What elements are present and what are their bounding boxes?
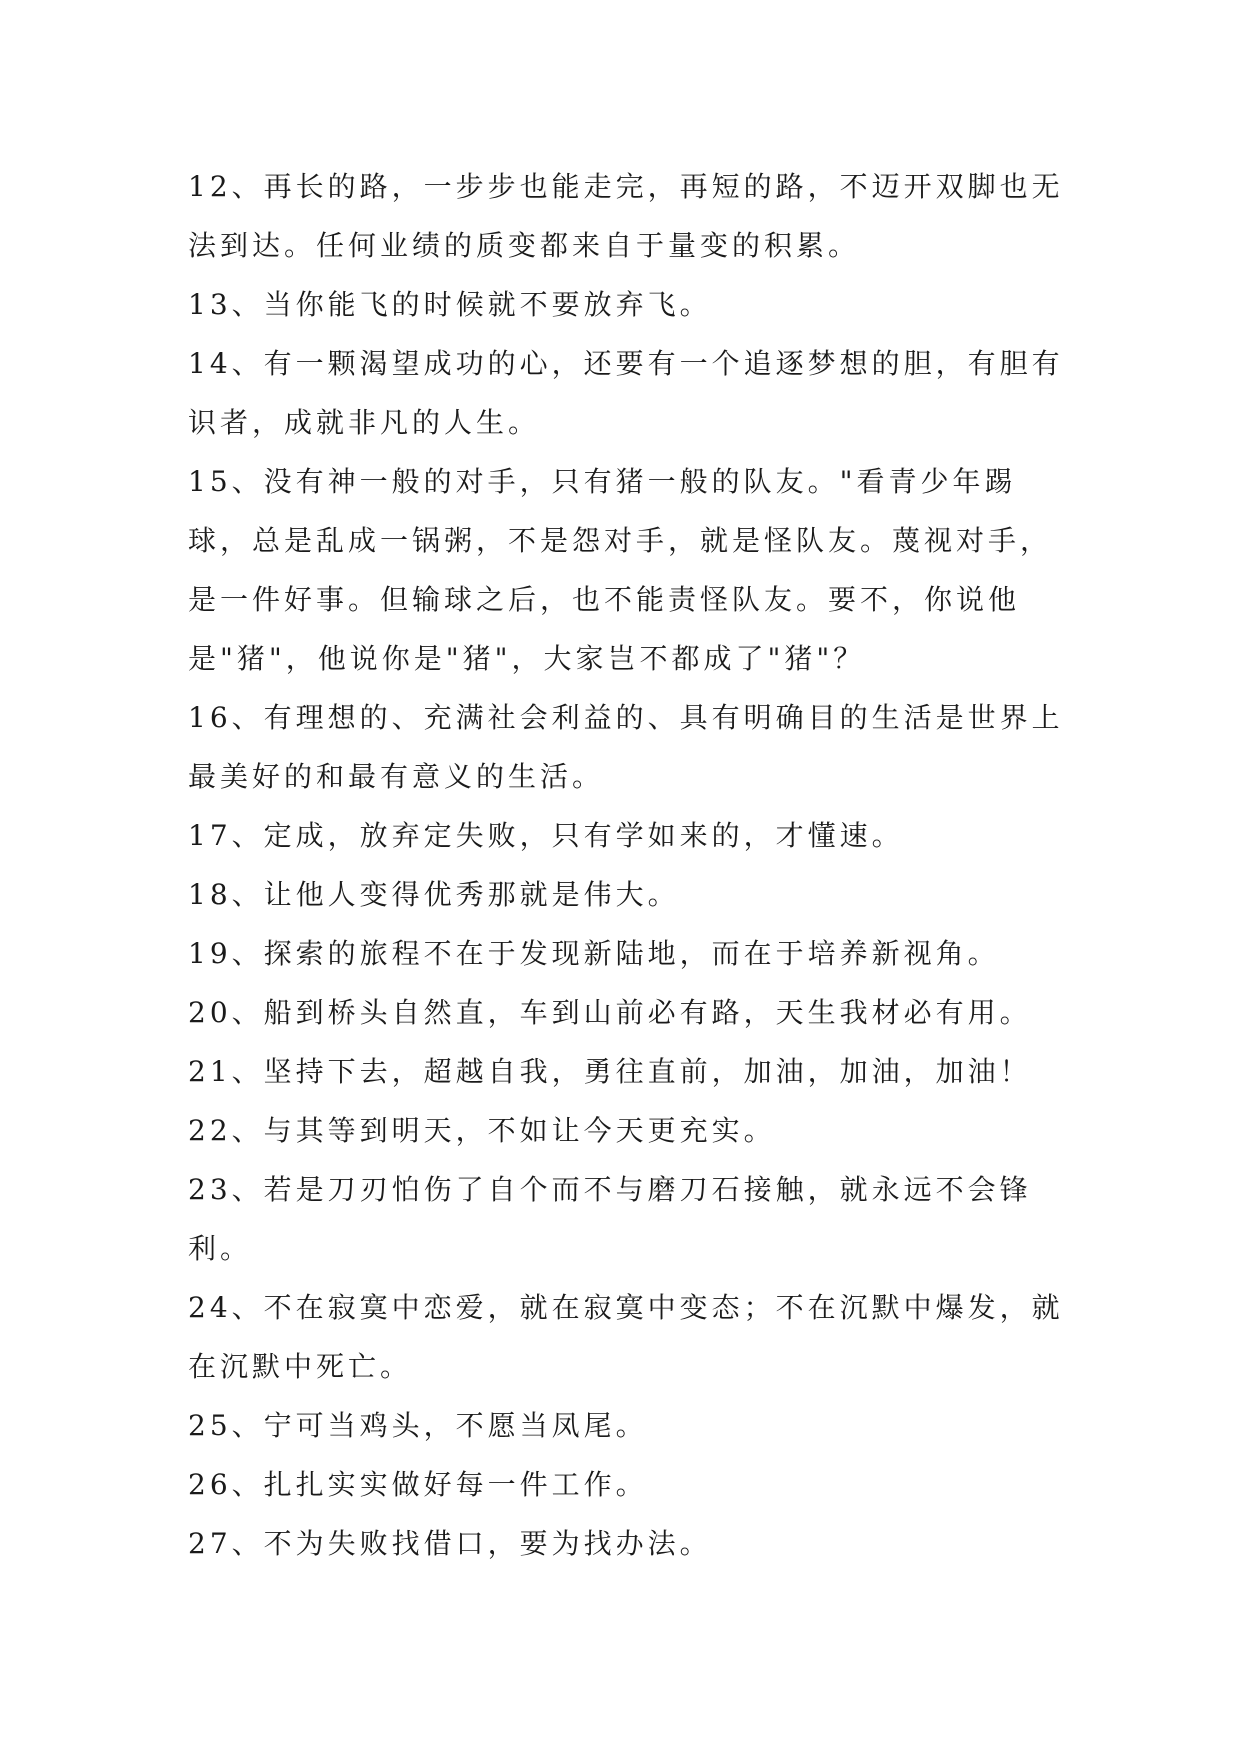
document-page	[188, 157, 1068, 1573]
quote-entry-25: 25、宁可当鸡头，不愿当凤尾。	[188, 1409, 648, 1442]
quote-entry-20: 20、船到桥头自然直，车到山前必有路，天生我材必有用。	[188, 996, 1032, 1029]
quote-entry-21: 21、坚持下去，超越自我，勇往直前，加油，加油，加油！	[188, 1055, 1032, 1088]
quote-entry-12: 12、再长的路，一步步也能走完，再短的路，不迈开双脚也无法到达。任何业绩的质变都来自于量变的积累。	[188, 170, 1064, 262]
quote-entry-22: 22、与其等到明天，不如让今天更充实。	[188, 1114, 776, 1147]
quote-entry-16: 16、有理想的、充满社会利益的、具有明确目的生活是世界上最美好的和最有意义的生活。	[188, 701, 1064, 793]
quote-entry-15: 15、没有神一般的对手，只有猪一般的队友。"看青少年踢球，总是乱成一锅粥，不是怨对手，就是怪队友。蔑视对手，是一件好事。但输球之后，也不能责怪队友。要不，你说他是"猪"，他说你是"猪"，大家岂不都成了"猪"？	[188, 465, 1053, 675]
quote-entry-14: 14、有一颗渴望成功的心，还要有一个追逐梦想的胆，有胆有识者，成就非凡的人生。	[188, 347, 1064, 439]
quote-entry-19: 19、探索的旅程不在于发现新陆地，而在于培养新视角。	[188, 937, 1000, 970]
quote-entry-27: 27、不为失败找借口，要为找办法。	[188, 1527, 712, 1560]
quote-entry-17: 17、定成，放弃定失败，只有学如来的，才懂速。	[188, 819, 904, 852]
quote-entry-13: 13、当你能飞的时候就不要放弃飞。	[188, 288, 712, 321]
quote-entry-18: 18、让他人变得优秀那就是伟大。	[188, 878, 680, 911]
quote-entry-26: 26、扎扎实实做好每一件工作。	[188, 1468, 648, 1501]
quote-entry-23: 23、若是刀刃怕伤了自个而不与磨刀石接触，就永远不会锋利。	[188, 1173, 1032, 1265]
quote-entry-24: 24、不在寂寞中恋爱，就在寂寞中变态；不在沉默中爆发，就在沉默中死亡。	[188, 1291, 1064, 1383]
